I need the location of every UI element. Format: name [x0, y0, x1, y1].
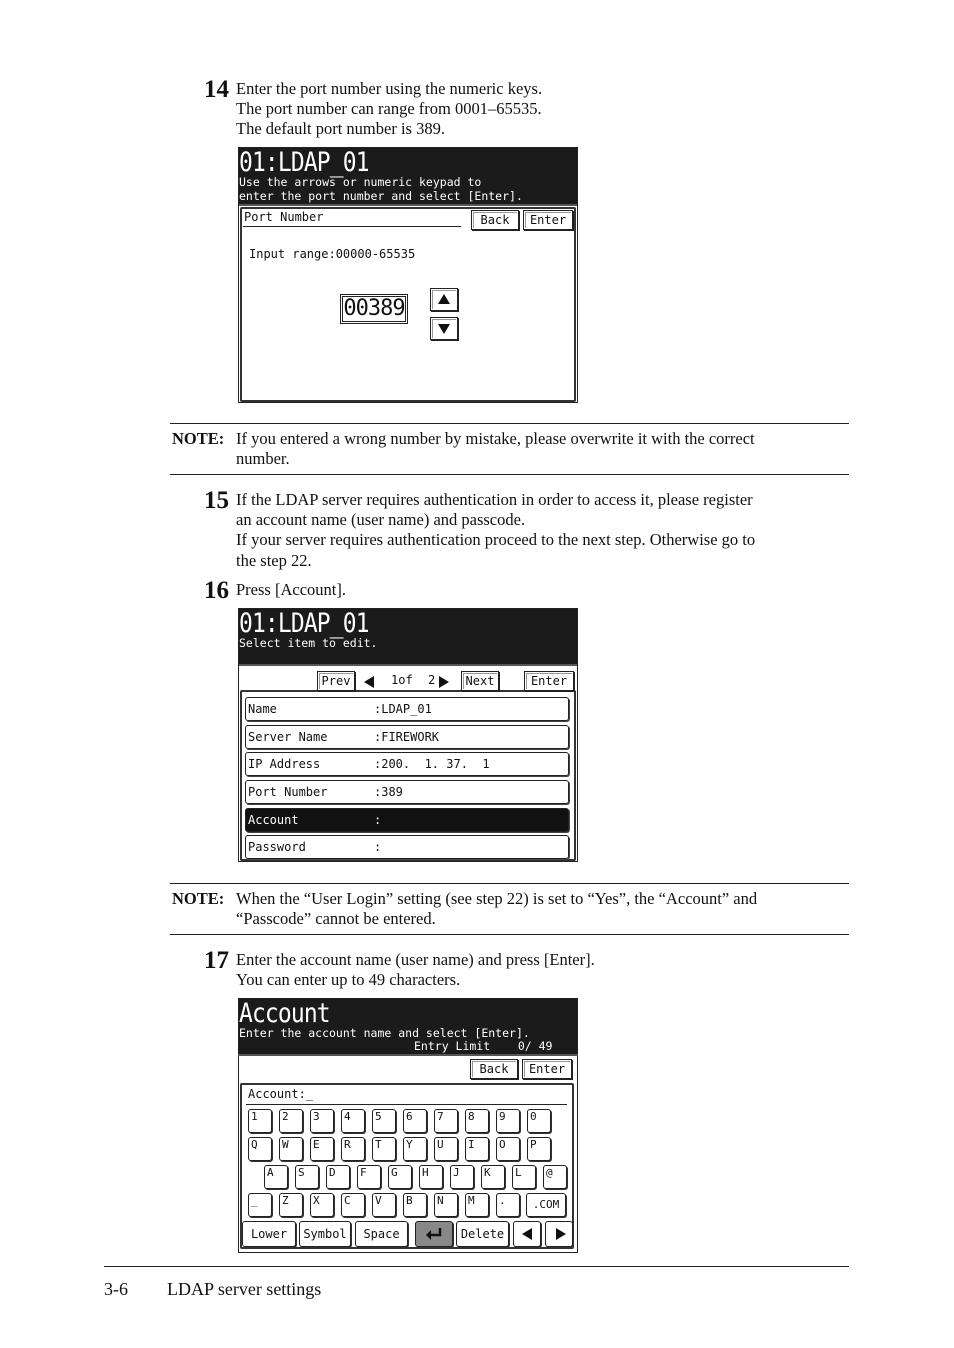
arrow-up-icon — [438, 294, 450, 304]
key-a[interactable]: A — [264, 1165, 288, 1189]
key-s[interactable]: S — [295, 1165, 319, 1189]
field-underline — [243, 226, 461, 227]
decrement-button[interactable] — [430, 317, 458, 340]
text-line: The port number can range from 0001–65535. — [236, 99, 542, 119]
entry-limit: Entry Limit 0/ 49 — [414, 1039, 553, 1053]
screen-header — [239, 609, 577, 664]
enter-button[interactable]: Enter — [524, 671, 574, 691]
page-number: 3-6 — [104, 1279, 128, 1299]
row-value: :LDAP_01 — [374, 702, 432, 716]
screen-header — [239, 148, 577, 204]
row-label: Account — [248, 813, 299, 827]
port-value-display: 00389 — [340, 294, 408, 324]
note-text — [236, 889, 848, 929]
key-p[interactable]: P — [527, 1137, 551, 1161]
text-line: If your server requires authentication proceed to the next step. Otherwise go to — [236, 530, 756, 550]
screen-frame — [240, 207, 576, 402]
key-8[interactable]: 8 — [465, 1109, 489, 1133]
symbol-key[interactable]: Symbol — [299, 1221, 351, 1247]
arrow-left-icon — [522, 1228, 532, 1240]
row-label: Name — [248, 702, 277, 716]
next-button[interactable]: Next — [461, 671, 499, 691]
row-value: :389 — [374, 785, 403, 799]
text-line: You can enter up to 49 characters. — [236, 970, 461, 990]
note-text — [236, 429, 848, 469]
key-n[interactable]: N — [434, 1193, 458, 1217]
text-line: If the LDAP server requires authentication in order to access it, please register — [236, 490, 753, 509]
text-line: When the “User Login” setting (see step 22) is set to “Yes”, the “Account” and — [236, 889, 758, 908]
page-indicator: 1of — [391, 673, 413, 687]
key-g[interactable]: G — [388, 1165, 412, 1189]
step-number: 15 — [204, 487, 229, 514]
key-5[interactable]: 5 — [372, 1109, 396, 1133]
screen-instruction: Select item to edit. — [239, 636, 378, 650]
lower-key[interactable]: Lower — [242, 1221, 296, 1247]
key-3[interactable]: 3 — [310, 1109, 334, 1133]
screen-body — [239, 204, 577, 403]
key-r[interactable]: R — [341, 1137, 365, 1161]
key-d[interactable]: D — [326, 1165, 350, 1189]
key-dotcom[interactable]: .COM — [526, 1193, 566, 1217]
key-k[interactable]: K — [481, 1165, 505, 1189]
row-label: Server Name — [248, 730, 328, 744]
row-password[interactable] — [245, 835, 569, 859]
key-e[interactable]: E — [310, 1137, 334, 1161]
key-c[interactable]: C — [341, 1193, 365, 1217]
screen-body — [239, 664, 577, 862]
step-number: 17 — [204, 947, 229, 974]
text-line: Enter the account name (user name) and press [Enter]. — [236, 950, 595, 969]
key-o[interactable]: O — [496, 1137, 520, 1161]
key-h[interactable]: H — [419, 1165, 443, 1189]
divider — [170, 883, 849, 884]
step-text — [236, 79, 848, 140]
note-label: NOTE: — [172, 429, 225, 448]
input-range-text: Input range:00000-65535 — [249, 247, 416, 261]
section-title: LDAP server settings — [167, 1279, 322, 1299]
row-value: :FIREWORK — [374, 730, 440, 744]
key-i[interactable]: I — [465, 1137, 489, 1161]
increment-button[interactable] — [430, 288, 458, 311]
key-w[interactable]: W — [279, 1137, 303, 1161]
screen-title: 01:LDAP_01 — [239, 147, 369, 178]
delete-key[interactable]: Delete — [456, 1221, 509, 1247]
text-line: the step 22. — [236, 550, 312, 570]
key-@[interactable]: @ — [543, 1165, 567, 1189]
screen-title: Account — [239, 998, 330, 1029]
text-line: The default port number is 389. — [236, 119, 445, 139]
screen-instruction: enter the port number and select [Enter]. — [239, 189, 523, 203]
row-label: Port Number — [248, 785, 328, 799]
key-4[interactable]: 4 — [341, 1109, 365, 1133]
arrow-right-icon — [556, 1228, 566, 1240]
key-.[interactable]: . — [496, 1193, 520, 1217]
key-m[interactable]: M — [465, 1193, 489, 1217]
arrow-down-icon — [438, 324, 450, 334]
key-1[interactable]: 1 — [248, 1109, 272, 1133]
page-total: 2 — [428, 673, 436, 687]
return-key[interactable] — [415, 1221, 453, 1247]
step-text — [236, 580, 848, 600]
row-server-name[interactable] — [245, 725, 569, 749]
page-right-icon — [439, 676, 449, 688]
text-line: Press [Account]. — [236, 580, 346, 599]
key-2[interactable]: 2 — [279, 1109, 303, 1133]
screen-instruction: Enter the account name and select [Enter]. — [239, 1026, 530, 1040]
key-z[interactable]: Z — [279, 1193, 303, 1217]
row-value: : — [374, 813, 382, 827]
step-number: 14 — [204, 76, 229, 103]
key-u[interactable]: U — [434, 1137, 458, 1161]
screen-title: 01:LDAP_01 — [239, 608, 369, 639]
step-text — [236, 490, 848, 571]
text-line: an account name (user name) and passcode. — [236, 510, 526, 530]
screen-header — [239, 999, 577, 1055]
divider — [170, 423, 849, 424]
step-number: 16 — [204, 577, 229, 604]
row-label: Password — [248, 840, 306, 854]
field-label: Port Number — [244, 210, 324, 224]
cursor-left-key[interactable] — [513, 1221, 541, 1247]
key-y[interactable]: Y — [403, 1137, 427, 1161]
key-6[interactable]: 6 — [403, 1109, 427, 1133]
key-b[interactable]: B — [403, 1193, 427, 1217]
back-button[interactable]: Back — [471, 210, 519, 230]
ldap-edit-screen — [238, 608, 578, 862]
enter-button[interactable]: Enter — [522, 1059, 572, 1079]
back-button[interactable]: Back — [470, 1059, 518, 1079]
row-ip-address[interactable] — [245, 752, 569, 776]
enter-button[interactable]: Enter — [523, 210, 573, 230]
footer-divider — [104, 1266, 849, 1267]
account-underline — [246, 1104, 567, 1105]
text-line: If you entered a wrong number by mistake, please overwrite it with the correct — [236, 429, 755, 448]
key-q[interactable]: Q — [248, 1137, 272, 1161]
port-number-screen — [238, 147, 578, 403]
key-f[interactable]: F — [357, 1165, 381, 1189]
divider — [170, 934, 849, 935]
return-icon — [424, 1226, 444, 1242]
key-9[interactable]: 9 — [496, 1109, 520, 1133]
account-input[interactable]: Account:_ — [248, 1087, 314, 1101]
cursor-right-key[interactable] — [545, 1221, 573, 1247]
note-label: NOTE: — [172, 889, 225, 908]
text-line: “Passcode” cannot be entered. — [236, 909, 436, 929]
key-7[interactable]: 7 — [434, 1109, 458, 1133]
key-_[interactable]: _ — [248, 1193, 272, 1217]
screen-instruction: Use the arrows or numeric keypad to — [239, 175, 482, 189]
row-label: IP Address — [248, 757, 321, 771]
step-text — [236, 950, 848, 990]
text-line: number. — [236, 449, 290, 469]
key-t[interactable]: T — [372, 1137, 396, 1161]
row-account[interactable] — [245, 808, 569, 832]
key-x[interactable]: X — [310, 1193, 334, 1217]
page-left-icon — [364, 676, 374, 688]
row-value: : — [374, 840, 382, 854]
divider — [170, 474, 849, 475]
key-l[interactable]: L — [512, 1165, 536, 1189]
text-line: Enter the port number using the numeric keys. — [236, 79, 543, 98]
row-value: :200. 1. 37. 1 — [374, 757, 490, 771]
prev-button[interactable]: Prev — [317, 671, 355, 691]
key-v[interactable]: V — [372, 1193, 396, 1217]
key-j[interactable]: J — [450, 1165, 474, 1189]
row-port-number[interactable] — [245, 780, 569, 804]
row-name[interactable] — [245, 697, 569, 721]
space-key[interactable]: Space — [355, 1221, 408, 1247]
key-0[interactable]: 0 — [527, 1109, 551, 1133]
